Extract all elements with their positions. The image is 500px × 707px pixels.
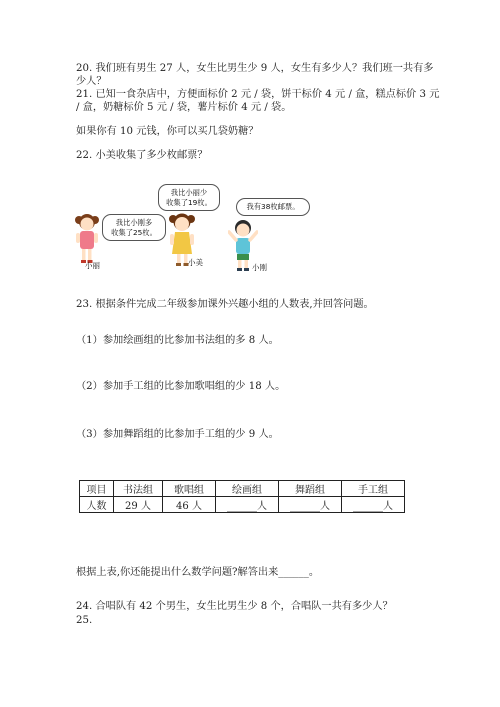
- table-header-cell: 舞蹈组: [279, 481, 342, 497]
- q20-line2: 少人？: [76, 76, 107, 87]
- xiaomei-speech-line2: 收集了19枚。: [166, 197, 212, 207]
- table-cell: 29 人: [114, 497, 163, 513]
- table-header-row: [80, 481, 405, 497]
- table-header-cell: 歌唱组: [163, 481, 216, 497]
- table-cell: 46 人: [163, 497, 216, 513]
- xiaomei-speech-bubble: [158, 184, 220, 211]
- table-header-cell: 手工组: [342, 481, 405, 497]
- q23-cond2: （2）参加手工组的比参加歌唱组的少 18 人。: [76, 381, 286, 392]
- q24-text: 24. 合唱队有 42 个男生，女生比男生少 8 个，合唱队一共有多少人？: [76, 601, 393, 612]
- q23-followup: 根据上表,你还能提出什么数学问题?解答出来______。: [76, 567, 320, 578]
- table-header-cell: 书法组: [114, 481, 163, 497]
- q22-text: 22. 小美收集了多少枚邮票？: [76, 150, 208, 161]
- table-blank-cell[interactable]: ______人: [342, 497, 405, 513]
- xiaoli-speech-bubble: [102, 214, 166, 241]
- interest-group-table: [79, 480, 405, 513]
- table-blank-cell[interactable]: ______人: [279, 497, 342, 513]
- table-blank-cell[interactable]: ______人: [216, 497, 279, 513]
- xiaoli-speech-line1: 我比小刚多: [115, 218, 153, 227]
- q22-illustration: [72, 180, 302, 275]
- q23-text: 23. 根据条件完成二年级参加课外兴趣小组的人数表,并回答问题。: [76, 299, 374, 310]
- xiaogang-speech-line1: 我有38枚邮票。: [246, 202, 300, 211]
- xiaogang-speech-bubble: [236, 198, 310, 216]
- q25-text: 25.: [76, 615, 93, 626]
- xiaoli-name: 小丽: [85, 261, 100, 270]
- table-cell: 人数: [80, 497, 114, 513]
- q21-line3: 如果你有 10 元钱，你可以买几袋奶糖？: [76, 126, 259, 137]
- xiaoli-speech-line2: 收集了25枚。: [111, 227, 157, 237]
- xiaogang-name: 小刚: [252, 263, 267, 272]
- table-row: [80, 497, 405, 513]
- q21-line1: 21. 已知一食杂店中，方便面标价 2 元 / 袋，饼干标价 4 元 / 盒，糕点标价 3 元: [76, 89, 440, 100]
- xiaomei-name: 小美: [188, 258, 203, 267]
- q23-cond1: （1）参加绘画组的比参加书法组的多 8 人。: [76, 335, 279, 346]
- q21-line2: / 盒，奶糖标价 5 元 / 袋，薯片标价 4 元 / 袋。: [76, 102, 292, 113]
- table-header-cell: 项目: [80, 481, 114, 497]
- table-header-cell: 绘画组: [216, 481, 279, 497]
- xiaomei-speech-line1: 我比小丽少: [170, 188, 208, 197]
- q23-cond3: （3）参加舞蹈组的比参加手工组的少 9 人。: [76, 429, 279, 440]
- q20-line1: 20. 我们班有男生 27 人，女生比男生少 9 人，女生有多少人？我们班一共有多: [76, 63, 434, 74]
